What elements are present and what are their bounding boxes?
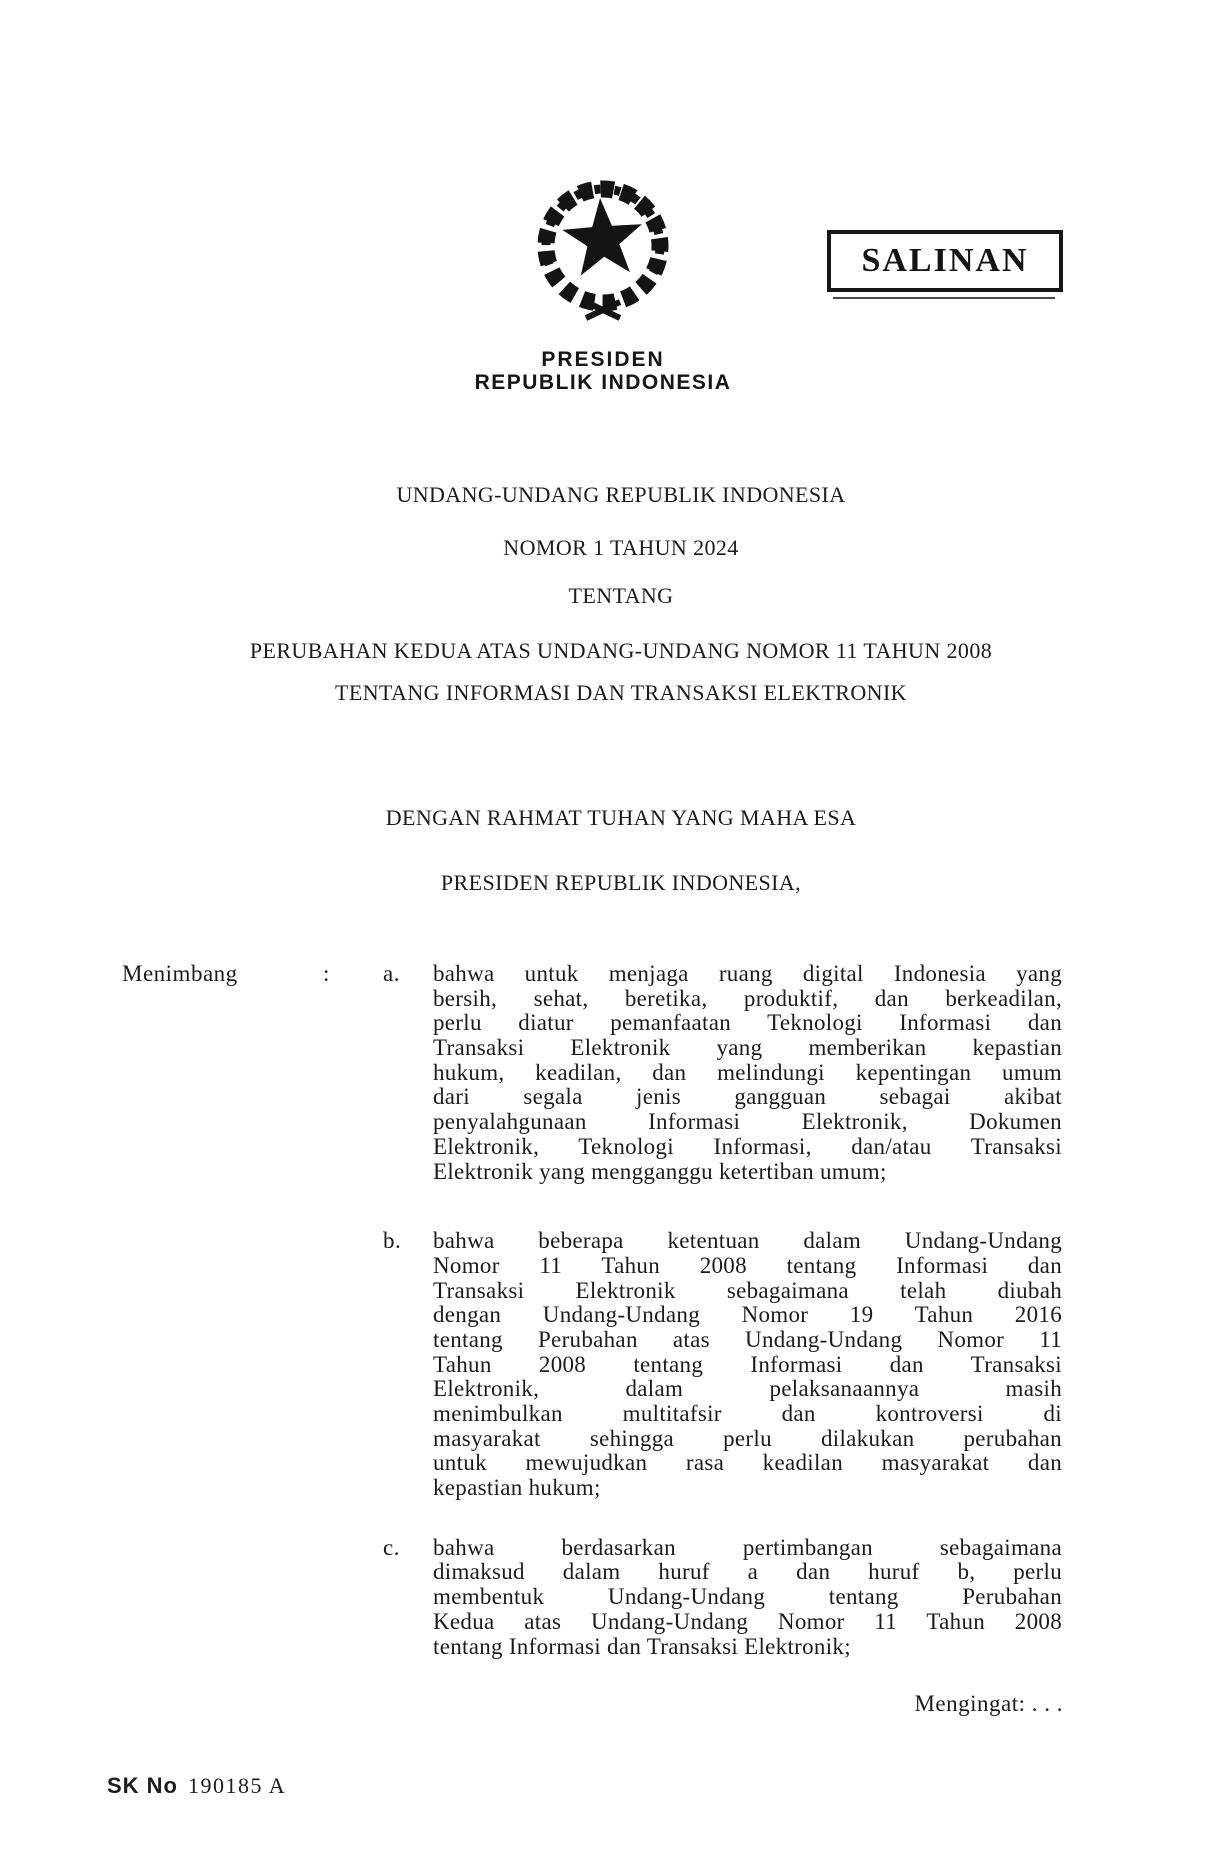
paragraph-line: tentang Perubahan atas Undang-Undang Nomor 11 xyxy=(433,1326,1062,1352)
title-line-5: TENTANG INFORMASI DAN TRANSAKSI ELEKTRONIK xyxy=(335,680,907,705)
letterhead-republik-indonesia: REPUBLIK INDONESIA xyxy=(474,371,732,394)
paragraph-line: Elektronik, Teknologi Informasi, dan/atau Transaksi xyxy=(433,1133,1062,1159)
star-wreath-icon xyxy=(523,166,683,328)
preamble-authority: PRESIDEN REPUBLIK INDONESIA, xyxy=(440,870,802,895)
salinan-stamp-underline xyxy=(833,297,1055,299)
paragraph-line: untuk mewujudkan rasa keadilan masyarakat dan xyxy=(433,1450,1062,1476)
item-marker: c. xyxy=(383,1534,400,1560)
salinan-stamp-label: SALINAN xyxy=(861,242,1029,279)
paragraph-line: tentang Informasi dan Transaksi Elektronik; xyxy=(433,1633,851,1659)
paragraph-line: bahwa beberapa ketentuan dalam Undang-Undang xyxy=(433,1228,1062,1254)
consideration-item xyxy=(383,1229,1062,1501)
preamble xyxy=(22,804,1219,897)
item-marker: a. xyxy=(383,961,400,986)
consideration-item xyxy=(383,962,1062,1184)
paragraph-line: bersih, sehat, beretika, produktif, dan berkeadilan, xyxy=(433,985,1062,1011)
menimbang-label: Menimbang xyxy=(122,961,238,986)
paragraph-line: menimbulkan multitafsir dan kontroversi di xyxy=(433,1401,1062,1426)
paragraph-line: Nomor 11 Tahun 2008 tentang Informasi dan xyxy=(433,1252,1062,1278)
paragraph-line: dengan Undang-Undang Nomor 19 Tahun 2016 xyxy=(433,1302,1062,1328)
paragraph-line: dari segala jenis gangguan sebagai akibat xyxy=(433,1084,1062,1110)
item-lines xyxy=(433,1229,1062,1501)
item-lines xyxy=(433,1536,1062,1659)
paragraph-line: Kedua atas Undang-Undang Nomor 11 Tahun 2008 xyxy=(433,1608,1062,1634)
title-line-4: PERUBAHAN KEDUA ATAS UNDANG-UNDANG NOMOR 11 TAHUN 2008 xyxy=(249,638,993,663)
paragraph-line: Elektronik yang mengganggu ketertiban umum; xyxy=(433,1158,887,1184)
item-marker: b. xyxy=(383,1228,402,1254)
title-line-1: UNDANG-UNDANG REPUBLIK INDONESIA xyxy=(396,482,846,507)
paragraph-line: Transaksi Elektronik yang memberikan kepastian xyxy=(433,1035,1062,1061)
paragraph-line: bahwa berdasarkan pertimbangan sebagaimana xyxy=(433,1534,1062,1560)
item-lines xyxy=(433,962,1062,1184)
salinan-stamp xyxy=(827,230,1063,292)
paragraph-line: penyalahgunaan Informasi Elektronik, Dokumen xyxy=(433,1109,1062,1135)
letterhead-presiden: PRESIDEN xyxy=(541,348,665,371)
menimbang-items xyxy=(383,962,1062,1659)
paragraph-line: masyarakat sehingga perlu dilakukan perubahan xyxy=(433,1425,1062,1451)
national-emblem xyxy=(523,166,683,328)
title-line-3: TENTANG xyxy=(568,583,674,608)
document-title xyxy=(22,481,1219,707)
consideration-item xyxy=(383,1536,1062,1659)
paragraph-line: bahwa untuk menjaga ruang digital Indonesia yang xyxy=(433,961,1062,986)
title-line-2: NOMOR 1 TAHUN 2024 xyxy=(503,535,739,560)
preamble-invocation: DENGAN RAHMAT TUHAN YANG MAHA ESA xyxy=(385,805,857,830)
sk-prefix: SK No xyxy=(107,1773,178,1798)
paragraph-line: perlu diatur pemanfaatan Teknologi Informasi dan xyxy=(433,1010,1062,1036)
paragraph-line: dimaksud dalam huruf a dan huruf b, perlu xyxy=(433,1559,1062,1585)
paragraph-line: membentuk Undang-Undang tentang Perubahan xyxy=(433,1584,1062,1610)
paragraph-line: Transaksi Elektronik sebagaimana telah diubah xyxy=(433,1277,1062,1303)
paragraph-line: hukum, keadilan, dan melindungi kepentingan umum xyxy=(433,1059,1062,1085)
mengingat-continuation: Mengingat: . . . xyxy=(914,1691,1063,1716)
letterhead xyxy=(403,349,803,394)
sk-number: 190185 A xyxy=(188,1773,287,1798)
paragraph-line: Elektronik, dalam pelaksanaannya masih xyxy=(433,1376,1062,1402)
paragraph-line: Tahun 2008 tentang Informasi dan Transaksi xyxy=(433,1351,1062,1377)
menimbang-colon: : xyxy=(323,961,330,986)
sk-footer xyxy=(107,1773,286,1799)
paragraph-line: kepastian hukum; xyxy=(433,1475,601,1501)
